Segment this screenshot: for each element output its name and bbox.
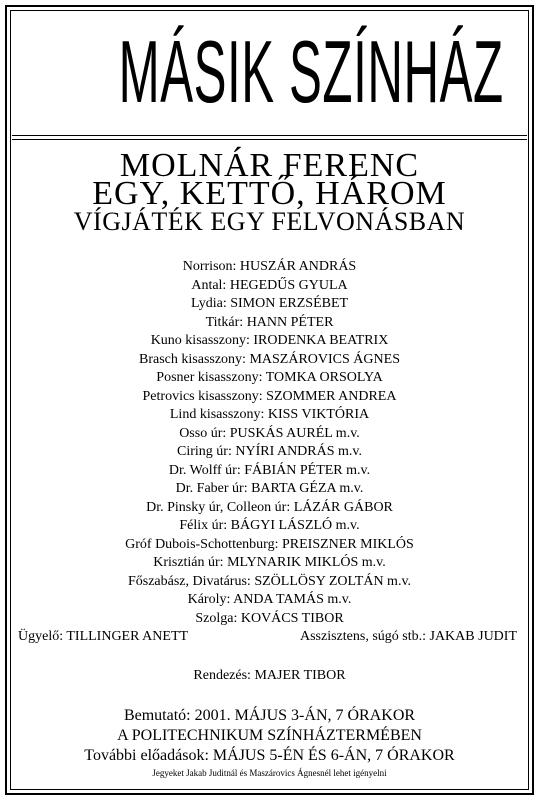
cast-actor: HUSZÁR ANDRÁS [239, 259, 357, 274]
cast-role: Gróf Dubois-Schottenburg: [125, 536, 279, 552]
cast-actor: SZÖLLÖSY ZOLTÁN m.v. [254, 573, 412, 589]
cast-role: Szolga: [195, 610, 238, 626]
play-genre: VÍGJÁTÉK EGY FELVONÁSBAN [73, 207, 466, 236]
cast-actor: FÁBIÁN PÉTER m.v. [244, 462, 371, 478]
stage-manager-credit [18, 628, 188, 646]
cast-role: Brasch kisasszony: [139, 351, 246, 367]
title-rule-double [12, 139, 527, 140]
cast-row [0, 536, 539, 555]
title-rule [12, 135, 527, 136]
cast-role: Dr. Wolff úr: [168, 462, 241, 478]
cast-row [0, 369, 539, 388]
cast-role: Osso úr: [179, 425, 227, 441]
cast-actor: IRODENKA BEATRIX [253, 333, 389, 348]
cast-actor: BARTA GÉZA m.v. [251, 481, 364, 496]
cast-actor: MLYNARIK MIKLÓS m.v. [227, 555, 386, 570]
assistant-credit [300, 628, 517, 646]
cast-role: Titkár: [205, 314, 244, 330]
cast-row [0, 332, 539, 351]
cast-role: Főszabász, Divatárus: [127, 573, 251, 589]
further-performances-line: További előadások: MÁJUS 5-ÉN ÉS 6-ÁN, 7 ÓRAKOR [84, 747, 455, 764]
stage-manager-label: Ügyelő: [18, 629, 64, 644]
cast-actor: SIMON ERZSÉBET [230, 296, 349, 311]
cast-row [0, 610, 539, 629]
cast-role: Norrison: [182, 259, 237, 274]
cast-role: Ciring úr: [177, 444, 232, 459]
cast-role: Dr. Pinsky úr, Colleon úr: [146, 499, 291, 515]
cast-row [0, 425, 539, 444]
cast-actor: ANDA TAMÁS m.v. [233, 592, 352, 607]
cast-row [0, 499, 539, 518]
director-credit [0, 667, 539, 685]
cast-actor: TOMKA ORSOLYA [265, 370, 383, 385]
cast-row [0, 277, 539, 296]
theatre-name: MÁSIK SZÍNHÁZ [118, 22, 504, 121]
cast-actor: SZOMMER ANDREA [266, 388, 397, 404]
cast-row [0, 462, 539, 481]
cast-role: Dr. Faber úr: [175, 481, 248, 496]
cast-actor: PUSKÁS AURÉL m.v. [229, 425, 360, 441]
play-title: EGY, KETTŐ, HÁROM [92, 175, 447, 212]
cast-row [0, 517, 539, 536]
cast-row [0, 591, 539, 610]
cast-row [0, 480, 539, 499]
assistant-label: Asszisztens, súgó stb.: [300, 629, 426, 644]
cast-row [0, 443, 539, 462]
venue-line: A POLITECHNIKUM SZÍNHÁZTERMÉBEN [117, 727, 422, 744]
director-name: MAJER TIBOR [254, 668, 346, 683]
cast-list [0, 258, 539, 628]
ticket-info: Jegyeket Jakab Juditnál és Maszárovics Ágnesnél lehet igényelni [152, 768, 387, 778]
cast-actor: MASZÁROVICS ÁGNES [249, 351, 400, 367]
cast-actor: BÁGYI LÁSZLÓ m.v. [230, 518, 360, 533]
cast-actor: KOVÁCS TIBOR [240, 610, 344, 626]
cast-role: Lind kisasszony: [169, 407, 265, 422]
cast-actor: NYÍRI ANDRÁS m.v. [235, 444, 362, 459]
cast-role: Antal: [191, 277, 227, 293]
director-label: Rendezés: [193, 668, 251, 683]
cast-actor: KISS VIKTÓRIA [267, 407, 370, 422]
cast-role: Károly: [187, 592, 231, 607]
cast-role: Posner kisasszony: [156, 370, 263, 385]
cast-role: Kuno kisasszony: [150, 333, 250, 348]
assistant-name: JAKAB JUDIT [429, 629, 517, 644]
cast-row [0, 388, 539, 407]
cast-row [0, 351, 539, 370]
cast-row [0, 258, 539, 277]
premiere-line: Bemutató: 2001. MÁJUS 3-ÁN, 7 ÓRAKOR [123, 707, 416, 724]
cast-row [0, 314, 539, 333]
cast-role: Félix úr: [179, 518, 228, 533]
cast-role: Petrovics kisasszony: [142, 388, 263, 404]
cast-row [0, 573, 539, 592]
cast-actor: PREISZNER MIKLÓS [281, 536, 414, 552]
cast-role: Lydia: [190, 296, 227, 311]
cast-row [0, 295, 539, 314]
cast-actor: LÁZÁR GÁBOR [293, 499, 393, 515]
play-author: MOLNÁR FERENC [119, 147, 420, 184]
cast-row [0, 406, 539, 425]
cast-actor: HANN PÉTER [246, 314, 334, 330]
cast-role: Krisztián úr: [153, 555, 224, 570]
cast-actor: HEGEDŰS GYULA [229, 277, 348, 293]
cast-row [0, 554, 539, 573]
stage-manager-name: TILLINGER ANETT [66, 629, 189, 644]
